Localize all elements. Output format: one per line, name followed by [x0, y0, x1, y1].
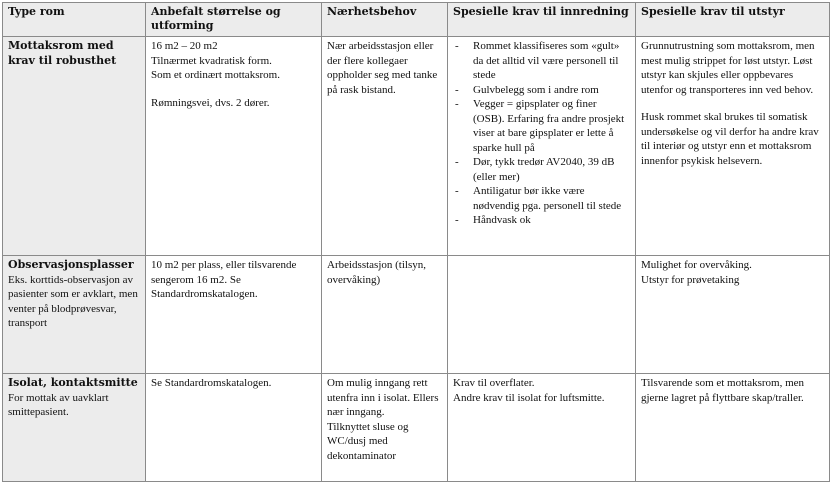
- cell-equipment: [636, 256, 830, 374]
- interior-line: Krav til overflater.: [453, 377, 535, 389]
- table-row: [3, 374, 830, 482]
- list-item: - Antiligatur bør ikke være nødvendig pga. personell til stede: [453, 184, 630, 213]
- room-type-title: Isolat, kontaktsmitte: [8, 376, 138, 389]
- cell-proximity: [322, 37, 448, 256]
- size-line: 16 m2 – 20 m2: [151, 40, 218, 52]
- proximity-text: Nær arbeidsstasjon eller der flere kollegaer oppholder seg med tanke på rask bistand.: [327, 40, 438, 96]
- cell-equipment: [636, 37, 830, 256]
- list-item: - Vegger = gipsplater og finer (OSB). Erfaring fra andre prosjekt viser at bare gipsplater er lette å sparke hull på: [453, 97, 630, 155]
- size-text: Se Standardromskatalogen.: [151, 377, 272, 389]
- proximity-line: Tilknyttet sluse og WC/dusj med dekontaminator: [327, 420, 409, 462]
- cell-room-type: [3, 256, 146, 374]
- equipment-paragraph: Grunnutrustning som mottaksrom, men mest mulig strippet for løst utstyr. Løst utstyr kan skjules eller oppbevares utenfor og transporteres inn ved behov.: [641, 40, 815, 96]
- cell-proximity: [322, 374, 448, 482]
- cell-interior: [448, 374, 636, 482]
- requirements-table: [2, 2, 830, 482]
- header-naerhetsbehov: Nærhetsbehov: [322, 3, 448, 37]
- list-item: - Dør, tykk tredør AV2040, 39 dB (eller mer): [453, 155, 630, 184]
- header-krav-utstyr: Spesielle krav til utstyr: [636, 3, 830, 37]
- cell-size: [146, 374, 322, 482]
- list-item: - Gulvbelegg som i andre rom: [453, 83, 630, 98]
- proximity-text: Arbeidsstasjon (tilsyn, overvåking): [327, 259, 426, 286]
- table-row: [3, 37, 830, 256]
- interior-line: Andre krav til isolat for luftsmitte.: [453, 391, 605, 404]
- equipment-line: Utstyr for prøvetaking: [641, 273, 740, 286]
- cell-interior: [448, 37, 636, 256]
- cell-equipment: [636, 374, 830, 482]
- cell-interior: [448, 256, 636, 374]
- list-item: - Rommet klassifiseres som «gult» da det alltid vil være personell til stede: [453, 39, 630, 83]
- header-krav-innredning: Spesielle krav til innredning: [448, 3, 636, 37]
- equipment-line: Mulighet for overvåking.: [641, 259, 752, 271]
- cell-proximity: [322, 256, 448, 374]
- size-line: Som et ordinært mottaksrom.: [151, 69, 280, 82]
- equipment-paragraph: Husk rommet skal brukes til somatisk undersøkelse og vil derfor ha andre krav til interiør og utstyr enn et mottaksrom innenfor psykisk helsevern.: [641, 111, 819, 167]
- cell-size: [146, 37, 322, 256]
- room-type-desc: For mottak av uavklart smittepasient.: [8, 391, 109, 419]
- room-type-title: Observasjonsplasser: [8, 258, 134, 271]
- list-item: - Håndvask ok: [453, 213, 630, 228]
- size-text: 10 m2 per plass, eller tilsvarende sengerom 16 m2. Se Standardromskatalogen.: [151, 259, 297, 301]
- header-row: [3, 3, 830, 37]
- cell-room-type: [3, 374, 146, 482]
- header-anbefalt-storrelse: Anbefalt størrelse og utforming: [146, 3, 322, 37]
- room-type-desc: Eks. korttids-observasjon av pasienter som er avklart, men venter på blodprøvesvar, transport: [8, 273, 138, 330]
- cell-room-type: [3, 37, 146, 256]
- size-line: Tilnærmet kvadratisk form.: [151, 54, 272, 67]
- equipment-text: Tilsvarende som et mottaksrom, men gjerne lagret på flyttbare skap/traller.: [641, 377, 805, 404]
- size-extra: Rømningsvei, dvs. 2 dører.: [151, 96, 270, 109]
- table-row: [3, 256, 830, 374]
- interior-list: [453, 39, 630, 228]
- proximity-line: Om mulig inngang rett utenfra inn i isolat. Ellers nær inngang.: [327, 377, 439, 419]
- header-type-rom: Type rom: [3, 3, 146, 37]
- cell-size: [146, 256, 322, 374]
- room-type-title: Mottaksrom med krav til robusthet: [8, 39, 117, 67]
